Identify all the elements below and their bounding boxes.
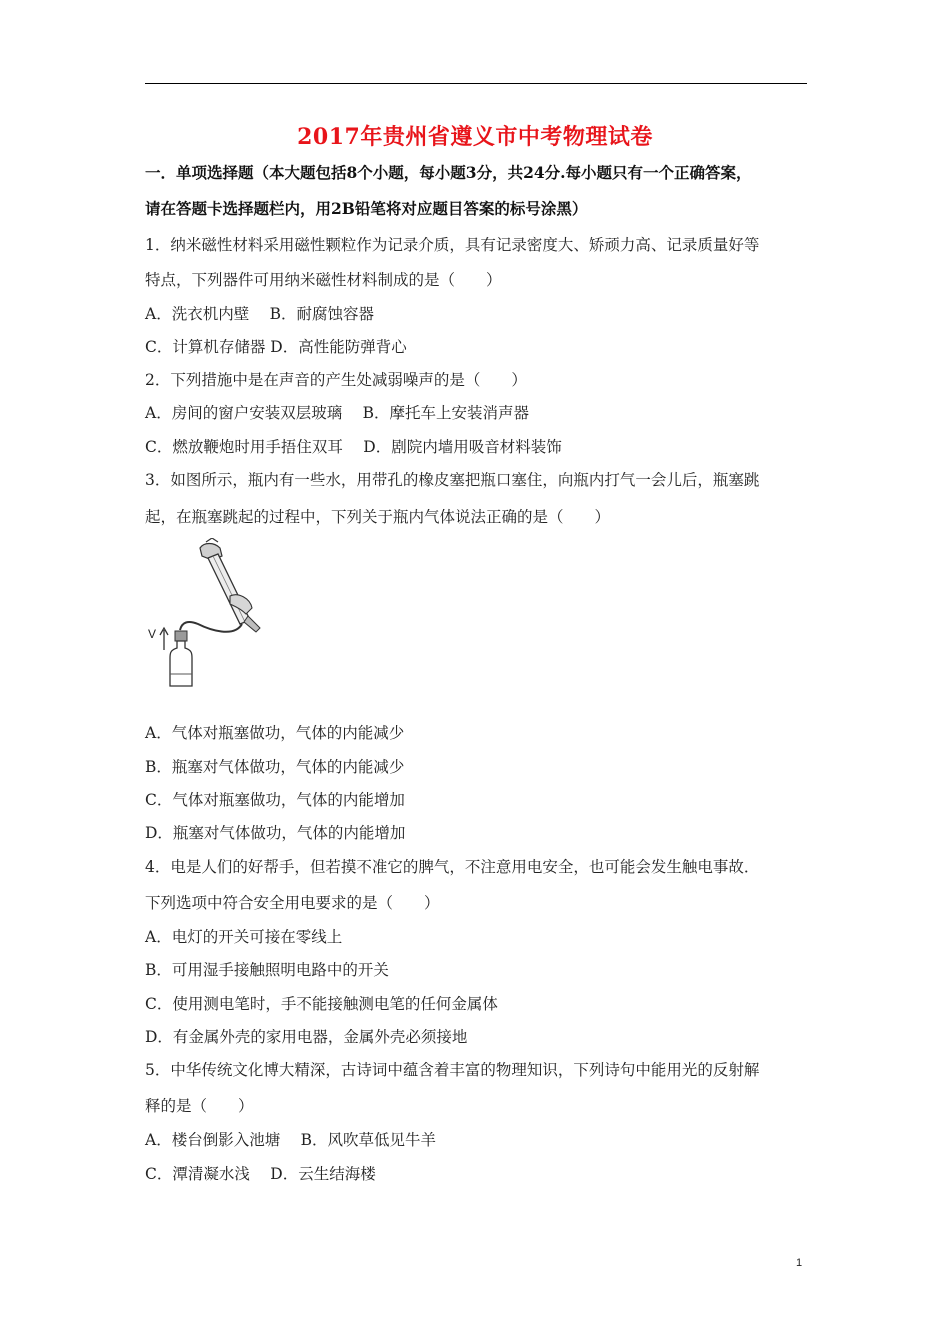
question-2-options-row-2: C．燃放鞭炮时用手捂住双耳 D．剧院内墙用吸音材料装饰	[145, 438, 562, 456]
question-4-stem-line-1: 4．电是人们的好帮手，但若摸不准它的脾气，不注意用电安全，也可能会发生触电事故．	[145, 858, 760, 876]
question-1-stem-line-1: 1．纳米磁性材料采用磁性颗粒作为记录介质，具有记录密度大、矫顽力高、记录质量好等	[145, 236, 760, 254]
question-1-options-row-2: C．计算机存储器 D．高性能防弹背心	[145, 338, 407, 356]
question-3-option-c: C．气体对瓶塞做功，气体的内能增加	[145, 791, 405, 809]
question-5-options-row-1: A．楼台倒影入池塘 B．风吹草低见牛羊	[145, 1131, 437, 1149]
exam-title: 2017年贵州省遵义市中考物理试卷	[297, 124, 653, 150]
question-3-stem-line-2: 起，在瓶塞跳起的过程中，下列关于瓶内气体说法正确的是（ ）	[145, 508, 611, 526]
section-heading-line-1: 一．单项选择题（本大题包括8个小题，每小题3分，共24分.每小题只有一个正确答案，	[145, 163, 752, 182]
question-3-option-a: A．气体对瓶塞做功，气体的内能减少	[145, 724, 405, 742]
section-heading-line-2: 请在答题卡选择题栏内，用2B铅笔将对应题目答案的标号涂黑）	[145, 199, 588, 218]
bottle-pump-illustration	[142, 538, 272, 693]
question-5-options-row-2: C．潭清凝水浅 D．云生结海楼	[145, 1165, 376, 1183]
header-rule	[145, 83, 807, 84]
question-3-stem-line-1: 3．如图所示，瓶内有一些水，用带孔的橡皮塞把瓶口塞住，向瓶内打气一会儿后，瓶塞跳	[145, 471, 760, 489]
question-4-option-c: C．使用测电笔时，手不能接触测电笔的任何金属体	[145, 995, 498, 1013]
page-number: 1	[796, 1257, 803, 1269]
question-3-option-b: B．瓶塞对气体做功，气体的内能减少	[145, 758, 405, 776]
question-2-stem: 2．下列措施中是在声音的产生处减弱噪声的是（ ）	[145, 371, 527, 389]
question-4-stem-line-2: 下列选项中符合安全用电要求的是（ ）	[145, 894, 440, 912]
bottle-pump-figure	[142, 538, 272, 693]
question-4-option-b: B．可用湿手接触照明电路中的开关	[145, 961, 389, 979]
question-2-options-row-1: A．房间的窗户安装双层玻璃 B．摩托车上安装消声器	[145, 404, 530, 422]
question-4-option-d: D．有金属外壳的家用电器，金属外壳必须接地	[145, 1028, 468, 1046]
question-1-options-row-1: A．洗衣机内壁 B．耐腐蚀容器	[145, 305, 375, 323]
velocity-label: V	[148, 627, 157, 641]
question-5-stem-line-2: 释的是（ ）	[145, 1097, 254, 1115]
question-4-option-a: A．电灯的开关可接在零线上	[145, 928, 343, 946]
question-5-stem-line-1: 5．中华传统文化博大精深，古诗词中蕴含着丰富的物理知识，下列诗句中能用光的反射解	[145, 1061, 760, 1079]
question-1-stem-line-2: 特点，下列器件可用纳米磁性材料制成的是（ ）	[145, 271, 502, 289]
question-3-option-d: D．瓶塞对气体做功，气体的内能增加	[145, 824, 406, 842]
